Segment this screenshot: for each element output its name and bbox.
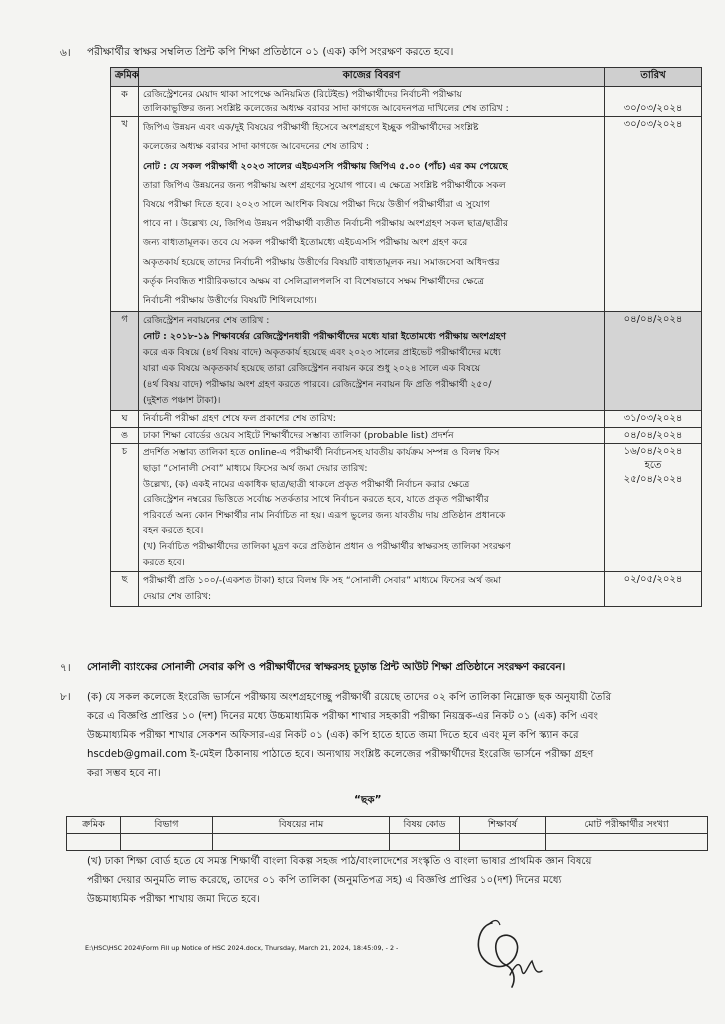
chhok-cell: [213, 834, 390, 851]
chhok-header: বিভাগ: [121, 817, 213, 834]
row-sl: ছ: [111, 572, 139, 607]
desc-line: কর্তৃক নিবন্ধিত শারীরিকভাবে অক্ষম বা সেলিব্রালপলসি বা বিশেষভাবে সক্ষম শিক্ষার্থীদের ক্ষেত্রে: [143, 275, 485, 287]
para-line: উচ্চমাধ্যমিক পরীক্ষা শাখার সেকশন অফিসার-এর নিকট ০১ (এক) কপি হাতে হাতে জমা দিতে হবে এবং মূল কপি স্ক্যান করে: [87, 730, 579, 741]
date-start: ১৬/০৪/২০২৪: [623, 446, 683, 458]
row-date: ৩১/০৩/২০২৪: [605, 411, 702, 428]
desc-line: বহন করতে হবে।: [143, 525, 204, 537]
para-line: করা সম্ভব হবে না।: [87, 768, 161, 779]
desc-line: উল্লেখ্য, (ক) একই নামের একাধিক ছাত্র/ছাত্রী থাকলে প্রকৃত পরীক্ষার্থী নির্বাচন করার ক্ষেত্রে: [143, 478, 470, 490]
para-line: (ক) যে সকল কলেজে ইংরেজি ভার্সনে পরীক্ষায় অংশগ্রহণেচ্ছু পরীক্ষার্থী রয়েছে তাদের ০২ কপি তালিকা নিম্নোক্ত ছক অনুযায়ী তৈরি: [87, 692, 612, 703]
item-7-text: সোনালী ব্যাংকের সোনালী সেবার কপি ও পরীক্ষার্থীদের স্বাক্ষরসহ চূড়ান্ত প্রিন্ট আউট শিক্ষা প্রতিষ্ঠানে সংরক্ষণ করবেন।: [87, 661, 566, 673]
chhok-header: বিষয়ের নাম: [213, 817, 390, 834]
desc-line: পরিবর্তে অন্য কোন শিক্ষার্থীর নাম নির্বাচিত না হয়। এরূপ ভুলের জন্য যাবতীয় দায় প্রতিষ্ঠান প্রধানকে: [143, 509, 506, 521]
chhok-cell: [67, 834, 121, 851]
header-desc: কাজের বিবরণ: [139, 68, 605, 87]
chhok-header: মোট পরীক্ষার্থীর সংখ্যা: [546, 817, 708, 834]
row-sl: ঘ: [111, 411, 139, 428]
desc-note-line: নোট : যে সকল পরীক্ষার্থী ২০২৩ সালের এইচএসসি পরীক্ষায় জিপিএ ৫.০০ (পাঁচ) এর কম পেয়েছে: [143, 160, 508, 172]
table-row: [111, 572, 702, 607]
item-6-text: পরীক্ষার্থীর স্বাক্ষর সম্বলিত প্রিন্ট কপি শিক্ষা প্রতিষ্ঠানে ০১ (এক) কপি সংরক্ষণ করতে হবে।: [87, 46, 454, 58]
item-8-kha-paragraph: [87, 852, 707, 909]
para-line: করে এ বিজ্ঞপ্তি প্রাপ্তির ১০ (দশ) দিনের মধ্যে উচ্চমাধ্যমিক পরীক্ষা শাখার সহকারী পরীক্ষা নিয়ন্ত্রক-এর নিকট ০১ (এক) কপি এবং: [87, 711, 598, 722]
schedule-table: [110, 67, 702, 607]
chhok-header-row: [67, 817, 708, 834]
desc-line: করতে হবে।: [143, 556, 185, 568]
row-sl: ক: [111, 87, 139, 117]
chhok-cell: [460, 834, 546, 851]
desc-line: রেজিস্ট্রেশন নবায়নের শেষ তারিখ :: [143, 315, 270, 327]
desc-line: কলেজের অধ্যক্ষ বরাবর সাদা কাগজে আবেদনের শেষ তারিখ :: [143, 141, 369, 153]
desc-line: জিপিএ উন্নয়ন এবং এক/দুই বিষয়ের পরীক্ষার্থী হিসেবে অংশগ্রহণে ইচ্ছুক পরীক্ষার্থীদের সংশ্লিষ্ট: [143, 122, 479, 134]
item-7-number: ৭।: [60, 662, 71, 674]
para-line: (খ) ঢাকা শিক্ষা বোর্ড হতে যে সমস্ত শিক্ষার্থী বাংলা বিকল্প সহজ পাঠ/বাংলাদেশের সংস্কৃতি ও বাংলা ভাষার প্রাথমিক জ্ঞান বিষয়ে: [87, 856, 592, 867]
row-sl: খ: [111, 117, 139, 312]
para-line: hscdeb@gmail.com ই-মেইল ঠিকানায় পাঠাতে হবে। অন্যথায় সংশ্লিষ্ট কলেজের পরীক্ষার্থীদের ইংরেজি ভার্সনে পরীক্ষা গ্রহণ: [87, 749, 594, 760]
chhok-table: [66, 816, 708, 851]
row-desc: [139, 312, 605, 411]
desc-line: রেজিস্ট্রেশনের মেয়াদ থাকা সাপেক্ষে অনিয়মিত (রিটেইন্ড) পরীক্ষার্থীদের নির্বাচনী পরীক্ষায়: [143, 89, 462, 100]
row-desc: [139, 444, 605, 572]
date-end: ২৫/০৪/২০২৪: [623, 473, 683, 485]
chhok-title: “ছক”: [354, 794, 382, 806]
desc-line: (৪র্থ বিষয় বাদে) পরীক্ষায় অংশ গ্রহণ করতে পারবে। রেজিস্ট্রেশন নবায়ন ফি প্রতি পরীক্ষার্থী ২৫০/: [143, 379, 492, 391]
desc-line: (খ) নির্বাচিত পরীক্ষার্থীদের তালিকা মুদ্রণ করে প্রতিষ্ঠান প্রধান ও পরীক্ষার্থীর স্বাক্ষরসহ তালিকা সংরক্ষণ: [143, 540, 511, 552]
row-desc: [139, 427, 605, 444]
desc-line: যারা এক বিষয়ে অকৃতকার্য হয়েছে তারা রেজিস্ট্রেশন নবায়ন করে শুধু ২০২৪ সালে এক বিষয়ে: [143, 363, 481, 375]
para-line: উচ্চমাধ্যমিক পরীক্ষা শাখায় জমা দিতে হবে।: [87, 894, 261, 905]
desc-note-line: নোট : ২০১৮-১৯ শিক্ষাবর্ষের রেজিস্ট্রেশনধারী পরীক্ষার্থীদের মধ্যে যারা ইতোমধ্যে পরীক্ষায় অংশগ্রহণ: [143, 331, 507, 343]
row-date: ০২/০৫/২০২৪: [605, 572, 702, 607]
row-desc: [139, 411, 605, 428]
chhok-header: ক্রমিক: [67, 817, 121, 834]
item-6-number: ৬।: [60, 47, 71, 59]
desc-line: (দুইশত পঞ্চাশ টাকা)।: [143, 395, 221, 407]
desc-line: ছাড়া “সোনালী সেবা” মাধ্যমে ফিসের অর্থ জমা দেয়ার তারিখ:: [143, 463, 368, 474]
desc-line: পরীক্ষার্থী প্রতি ১০০/-(একশত টাকা) হারে বিলম্ব ফি সহ “সোনালী সেবার” মাধ্যমে ফিসের অর্থ জমা: [143, 575, 502, 587]
chhok-cell: [390, 834, 460, 851]
desc-line: নির্বাচনী পরীক্ষায় উত্তীর্ণের বিষয়টি শিথিলযোগ্য।: [143, 295, 317, 307]
row-sl: চ: [111, 444, 139, 572]
desc-line: তালিকাভুক্তির জন্য সংশ্লিষ্ট কলেজের অধ্যক্ষ বরাবর সাদা কাগজে আবেদনপত্র দাখিলের শেষ তারিখ :: [143, 102, 509, 114]
date-separator: হতে: [644, 460, 662, 471]
table-row: [111, 427, 702, 444]
row-desc: [139, 572, 605, 607]
table-row: [111, 411, 702, 428]
header-sl: ক্রমিক: [111, 68, 139, 87]
row-sl: গ: [111, 312, 139, 411]
desc-line: নির্বাচনী পরীক্ষা গ্রহণ শেষে ফল প্রকাশের শেষ তারিখ:: [143, 413, 336, 425]
table-row: [111, 312, 702, 411]
row-date: ৩০/০৩/২০২৪: [605, 87, 702, 117]
desc-line: তারা জিপিএ উন্নয়নের জন্য পরীক্ষায় অংশ গ্রহণের সুযোগ পাবে। এ ক্ষেত্রে সংশ্লিষ্ট পরীক্ষার্থীকে সকল: [143, 179, 506, 191]
table-row: [111, 117, 702, 312]
row-date: ০৪/০৪/২০২৪: [605, 427, 702, 444]
desc-line: জন্য বাধ্যতামূলক। তবে যে সকল পরীক্ষার্থী ইতোমধ্যে এইচএসসি পরীক্ষায় অংশ গ্রহণ করে: [143, 237, 468, 249]
desc-line: করে এক বিষয়ে (৪র্থ বিষয় বাদে) অকৃতকার্য হয়েছে এবং ২০২৩ সালের প্রাইভেট পরীক্ষার্থীদের মধ্যে: [143, 347, 501, 359]
row-date-range: [605, 444, 702, 572]
para-line: পরীক্ষা দেয়ার অনুমতি লাভ করেছে, তাদের ০১ কপি তালিকা (অনুমতিপত্র সহ) এ বিজ্ঞপ্তি প্রাপ্তির ১০(দশ) দিনের মধ্যে: [87, 875, 562, 886]
chhok-cell: [546, 834, 708, 851]
signature: [470, 905, 550, 990]
desc-line: প্রদর্শিত সম্ভাব্য তালিকা হতে online-এ পরীক্ষার্থী নির্বাচনসহ যাবতীয় কার্যক্রম সম্পন্ন ও বিলম্ব ফিস: [143, 447, 500, 459]
desc-line: পাবে না । উল্লেখ্য যে, জিপিএ উন্নয়ন পরীক্ষার্থী ব্যতীত নির্বাচনী পরীক্ষায় অংশগ্রহণ সকল ছাত্র/ছাত্রীর: [143, 218, 509, 230]
desc-line: রেজিস্ট্রেশন নম্বরের ভিত্তিতে সর্বোচ্চ সতর্কতার সাথে নির্বাচন করতে হবে, যাতে প্রকৃত পরীক্ষার্থীর: [143, 494, 489, 506]
item-8-number: ৮।: [60, 691, 71, 703]
chhok-header: শিক্ষাবর্ষ: [460, 817, 546, 834]
desc-line: ঢাকা শিক্ষা বোর্ডের ওয়েব সাইটে শিক্ষার্থীদের সম্ভাব্য তালিকা (probable list) প্রদর্শন: [143, 429, 454, 441]
row-date: ৩০/০৩/২০২৪: [605, 117, 702, 312]
footer-file-path: E:\HSC\HSC 2024\Form Fill up Notice of HSC 2024.docx, Thursday, March 21, 2024, 18:45:09, - 2 -: [85, 944, 399, 952]
row-desc: [139, 117, 605, 312]
chhok-empty-row: [67, 834, 708, 851]
chhok-cell: [121, 834, 213, 851]
table-row: [111, 444, 702, 572]
desc-line: অকৃতকার্য হয়েছে তাদের নির্বাচনী পরীক্ষায় উত্তীর্ণের বিষয়টি বাধ্যতামূলক নয়। সমাজসেবা অধিদপ্তর: [143, 256, 500, 268]
row-date: ০৪/০৪/২০২৪: [605, 312, 702, 411]
item-8-paragraph: [87, 688, 707, 783]
chhok-header: বিষয় কোড: [390, 817, 460, 834]
table-row: [111, 87, 702, 117]
row-sl: ঙ: [111, 427, 139, 444]
desc-line: বিষয়ে পরীক্ষা দিতে হবে। ২০২৩ সালে আংশিক বিষয়ে পরীক্ষা দিয়ে উত্তীর্ণ পরীক্ষার্থীরা এ সুযোগ: [143, 199, 490, 210]
row-desc: [139, 87, 605, 117]
desc-line: দেয়ার শেষ তারিখ:: [143, 591, 212, 603]
header-date: তারিখ: [605, 68, 702, 87]
